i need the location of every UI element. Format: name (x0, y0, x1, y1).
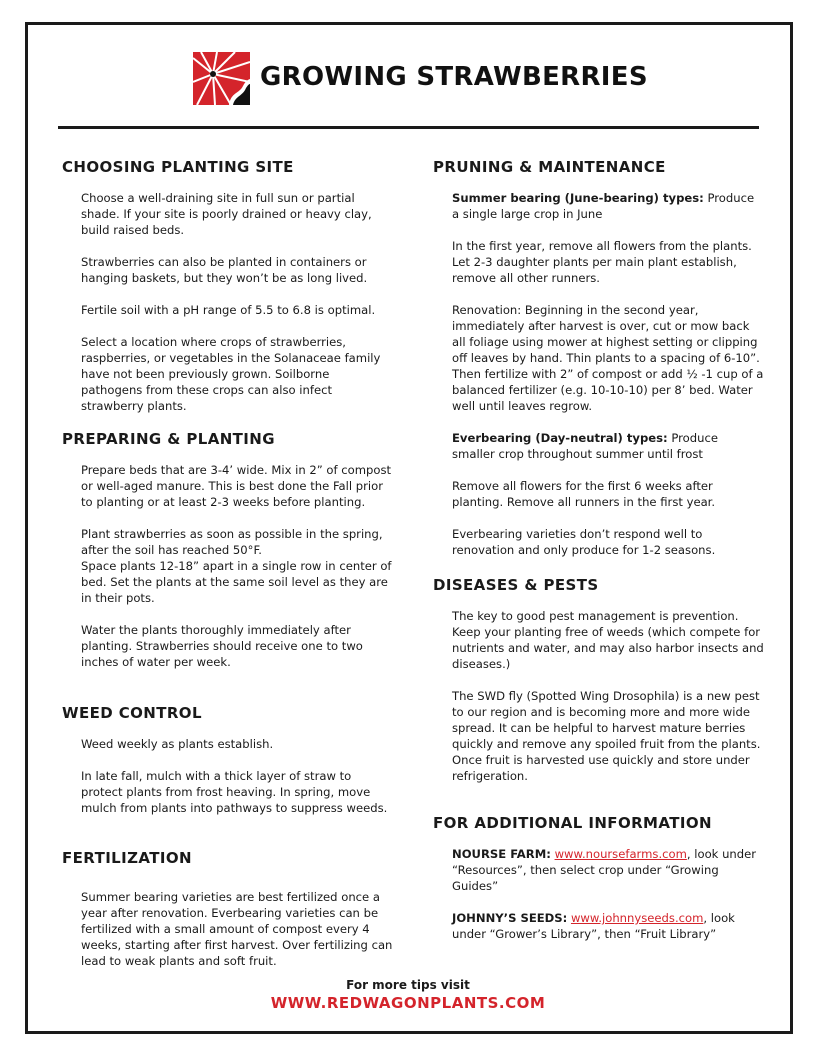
footer-website-link[interactable]: WWW.REDWAGONPLANTS.COM (270, 994, 546, 1012)
paragraph: In late fall, mulch with a thick layer of straw to protect plants from frost heaving. In spring, move mulch from plants into pathways to suppress weeds. (81, 769, 388, 815)
section-heading: WEED CONTROL (62, 704, 202, 722)
paragraph-text: , look under “Grower’s Library”, then “Fruit Library” (452, 911, 735, 941)
paragraph (452, 430, 764, 462)
bold-label: JOHNNY’S SEEDS: (452, 911, 568, 925)
footer-tagline: For more tips visit (346, 978, 470, 992)
bold-label: Everbearing (Day-neutral) types: (452, 431, 668, 445)
title-divider (58, 126, 759, 129)
paragraph: Choose a well-draining site in full sun or partial shade. If your site is poorly drained or heavy clay, build raised beds. (81, 191, 372, 237)
paragraph: Space plants 12-18” apart in a single row in center of bed. Set the plants at the same soil level as they are in their pots. (81, 559, 392, 605)
section-choosing-site (62, 158, 392, 430)
section-heading: PRUNING & MAINTENANCE (433, 158, 666, 176)
page-title: GROWING STRAWBERRIES (260, 62, 648, 92)
section-heading: PREPARING & PLANTING (62, 430, 275, 448)
paragraph: Everbearing varieties don’t respond well to renovation and only produce for 1-2 seasons. (452, 527, 716, 557)
paragraph: In the first year, remove all flowers from the plants. Let 2-3 daughter plants per main plant establish, remove all other runners. (452, 239, 752, 285)
section-heading: DISEASES & PESTS (433, 576, 599, 594)
paragraph: Weed weekly as plants establish. (81, 737, 274, 751)
section-heading: FOR ADDITIONAL INFORMATION (433, 814, 712, 832)
paragraph: Remove all flowers for the first 6 weeks after planting. Remove all runners in the first year. (452, 479, 716, 509)
paragraph-text: , look under “Resources”, then select crop under “Growing Guides” (452, 847, 757, 893)
paragraph-text: Produce a single large crop in June (452, 191, 755, 221)
section-weed-control (62, 704, 392, 832)
red-wagon-logo-icon (193, 52, 250, 105)
section-heading: CHOOSING PLANTING SITE (62, 158, 294, 176)
section-fertilization (62, 849, 392, 985)
paragraph: The SWD fly (Spotted Wing Drosophila) is a new pest to our region and is becoming more and more wide spread. It can be helpful to harvest mature berries quickly and remove any spoiled fruit from the plants. Once fruit is harvested use quickly and store under refrigeration. (452, 689, 761, 783)
paragraph-text: Produce smaller crop throughout summer until frost (452, 431, 718, 461)
section-heading: FERTILIZATION (62, 849, 192, 867)
section-diseases-pests (433, 576, 763, 800)
section-preparing (62, 430, 392, 686)
paragraph: Strawberries can also be planted in containers or hanging baskets, but they won’t be as long lived. (81, 255, 368, 285)
paragraph: Plant strawberries as soon as possible in the spring, after the soil has reached 50°F. (81, 527, 383, 557)
paragraph (452, 190, 764, 222)
section-pruning (433, 158, 763, 574)
bold-label: NOURSE FARM: (452, 847, 551, 861)
paragraph: Select a location where crops of strawberries, raspberries, or vegetables in the Solanaceae family have not been previously grown. Soilborne pathogens from these crops can also infect strawberry plants. (81, 335, 381, 413)
johnny-seeds-link[interactable]: www.johnnyseeds.com (570, 911, 704, 925)
section-additional-info (433, 814, 763, 958)
paragraph: Renovation: Beginning in the second year, immediately after harvest is over, cut or mow back all foliage using mower at highest setting or clipping off leaves by hand. Thin plants to a spacing of 6-10”. Then fertilize with 2” of compost or add ½ -1 cup of a balanced fertilizer (e.g. 10-10-10) per 8’ bed. Water well until leaves regrow. (452, 303, 764, 413)
paragraph (452, 846, 764, 894)
paragraph: Summer bearing varieties are best fertilized once a year after renovation. Everbearing varieties can be fertilized with a small amount of compost every 4 weeks, starting after first harvest. Over fertilizing can lead to weak plants and soft fruit. (81, 890, 393, 968)
paragraph: The key to good pest management is prevention. Keep your planting free of weeds (which compete for nutrients and water, and may also harbor insects and diseases.) (452, 609, 764, 671)
paragraph: Fertile soil with a pH range of 5.5 to 6.8 is optimal. (81, 303, 376, 317)
paragraph (452, 910, 764, 942)
bold-label: Summer bearing (June-bearing) types: (452, 191, 704, 205)
paragraph: Prepare beds that are 3-4’ wide. Mix in 2” of compost or well-aged manure. This is best done the Fall prior to planting or at least 2-3 weeks before planting. (81, 463, 392, 509)
paragraph: Water the plants thoroughly immediately after planting. Strawberries should receive one to two inches of water per week. (81, 623, 363, 669)
nourse-farms-link[interactable]: www.noursefarms.com (554, 847, 687, 861)
